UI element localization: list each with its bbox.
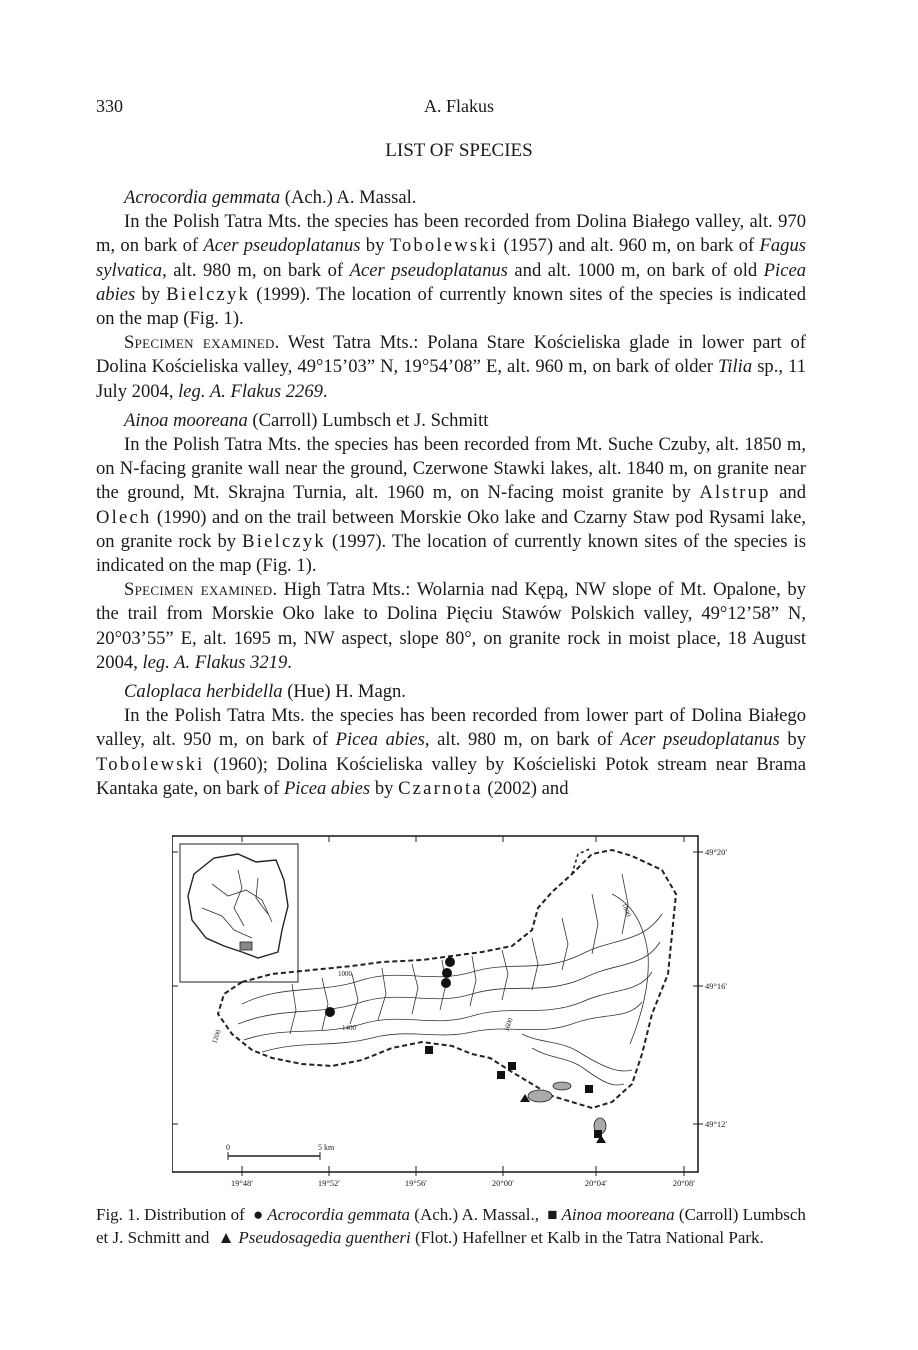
- text-run: by: [779, 729, 806, 751]
- specimen-label: Specimen examined: [124, 332, 275, 354]
- ainoa-square-marker: [425, 1046, 433, 1054]
- longitude-label: 20°04′: [584, 1178, 608, 1188]
- author: Tobolewski: [96, 753, 205, 775]
- species-heading: [96, 680, 806, 704]
- text-run: .: [322, 380, 328, 402]
- text-run: In the Polish Tatra Mts. the species has been recorded from Dolina Białego valley, alt. 970 m, on bark of: [96, 211, 806, 257]
- collector: leg. A. Flakus 2269: [178, 380, 323, 402]
- author: Olech: [96, 506, 152, 528]
- scale-zero-label: 0: [226, 1143, 230, 1152]
- taxon: Picea abies: [96, 259, 806, 305]
- species-records: [96, 704, 806, 801]
- caption-taxon: Pseudosagedia guentheri: [238, 1227, 411, 1247]
- latitude-label: 49°16′: [705, 981, 728, 991]
- contour-label: 1000: [338, 970, 352, 978]
- text-run: by: [370, 777, 399, 799]
- caption-authority: (Ach.) A. Massal.,: [410, 1205, 544, 1224]
- lakes: [528, 1082, 606, 1134]
- contour-label: 1800: [620, 901, 633, 918]
- taxon: Acer pseudoplatanus: [203, 235, 361, 257]
- inset-map-poland: [180, 844, 298, 982]
- text-run: (1997). The location of currently known sites of the species is indicated on the map (Fig. 1).: [96, 530, 806, 577]
- specimen-examined: [96, 331, 806, 404]
- text-run: . West Tatra Mts.: Polana Stare Kościeliska glade in lower part of Dolina Kościeliska valley, 49°15’03” N, 19°54’08” E, alt. 960 m, on bark of older: [96, 332, 806, 378]
- species-name: Acrocordia gemmata: [124, 187, 281, 208]
- ainoa-square-marker: [585, 1085, 593, 1093]
- text-run: and: [770, 482, 806, 504]
- longitude-label: 20°08′: [672, 1178, 696, 1188]
- border-segment: [572, 848, 592, 874]
- caption-taxon: Acrocordia gemmata: [267, 1205, 411, 1224]
- caption-authority: (Carroll) Lumbsch et J. Schmitt and: [96, 1205, 806, 1247]
- text-run: sp., 11 July 2004,: [96, 356, 806, 402]
- author: Alstrup: [699, 482, 771, 504]
- contour-label: 1400: [342, 1024, 356, 1032]
- text-run: In the Polish Tatra Mts. the species has been recorded from lower part of Dolina Białego valley, alt. 950 m, on bark of: [96, 705, 806, 751]
- longitude-labels: [231, 836, 695, 1188]
- collector: leg. A. Flakus 3219: [142, 651, 288, 673]
- longitude-label: 19°56′: [404, 1178, 428, 1188]
- species-authority: (Carroll) Lumbsch et J. Schmitt: [247, 409, 489, 431]
- page-number: 330: [96, 96, 123, 116]
- text-run: by: [360, 235, 390, 257]
- circle-symbol-icon: ●: [253, 1205, 264, 1224]
- author: Bielczyk: [166, 283, 250, 305]
- text-run: (1990) and on the trail between Morskie Oko lake and Czarny Staw pod Rysami lake, on granite rock by: [96, 506, 806, 552]
- taxon: Picea abies: [283, 777, 371, 799]
- text-run: , alt. 980 m, on bark of: [424, 729, 621, 751]
- running-head: A. Flakus: [423, 96, 494, 116]
- contour-label: 1200: [210, 1028, 223, 1045]
- acrocordia-circle-marker: [441, 978, 451, 988]
- species-list: [96, 186, 806, 801]
- ainoa-square-marker: [497, 1071, 505, 1079]
- longitude-label: 19°48′: [230, 1178, 254, 1188]
- text-run: (1999). The location of currently known sites of the species is indicated on the map (Fig. 1).: [96, 283, 806, 330]
- text-run: (1960); Dolina Kościeliska valley by Kościeliski Potok stream near Brama Kantaka gate, on bark of: [96, 753, 806, 799]
- text-run: (1957) and alt. 960 m, on bark of: [498, 235, 760, 257]
- caption-lead: Fig. 1. Distribution of: [96, 1205, 250, 1224]
- author: Tobolewski: [389, 235, 499, 257]
- specimen-label: Specimen examined: [124, 579, 273, 601]
- caption-taxon: Ainoa mooreana: [561, 1205, 675, 1224]
- species-records: [96, 210, 806, 331]
- taxon: Fagus sylvatica: [96, 235, 806, 281]
- acrocordia-circle-marker: [445, 957, 455, 967]
- species-records: [96, 433, 806, 578]
- species-authority: (Hue) H. Magn.: [282, 681, 406, 703]
- ainoa-square-marker: [508, 1062, 516, 1070]
- caption-authority: (Flot.) Hafellner et Kalb in the Tatra National Park.: [410, 1227, 764, 1247]
- species-heading: [96, 186, 806, 210]
- latitude-label: 49°12′: [705, 1119, 728, 1129]
- text-run: . High Tatra Mts.: Wolarnia nad Kępą, NW slope of Mt. Opalone, by the trail from Morskie Oko lake to Dolina Pięciu Stawów Polskich valley, 49°12’58” N, 20°03’55” E, alt. 1695 m, NW aspect, slope 80°, on granite rock in moist place, 18 August 2004,: [96, 579, 806, 673]
- species-authority: (Ach.) A. Massal.: [280, 187, 417, 208]
- acrocordia-circle-marker: [442, 968, 452, 978]
- species-name: Caloplaca herbidella: [124, 681, 283, 703]
- triangle-symbol-icon: ▲: [217, 1227, 235, 1247]
- section-title: LIST OF SPECIES: [385, 140, 533, 161]
- scale-distance-label: 5 km: [318, 1143, 335, 1152]
- taxon: Tilia: [718, 356, 753, 378]
- species-name: Ainoa mooreana: [124, 409, 248, 431]
- text-run: In the Polish Tatra Mts. the species has been recorded from Mt. Suche Czuby, alt. 1850 m, on N-facing granite wall near the ground, Czerwone Stawki lakes, alt. 1840 m, on granite near the ground, Mt. Skrajna Turnia, alt. 1960 m, on N-facing moist granite by: [96, 434, 806, 504]
- taxon: Acer pseudoplatanus: [349, 259, 508, 281]
- square-symbol-icon: ■: [547, 1205, 558, 1224]
- longitude-label: 20°00′: [491, 1178, 515, 1188]
- latitude-label: 49°20′: [705, 847, 728, 857]
- text-run: by: [135, 283, 167, 305]
- taxon: Picea abies: [335, 729, 425, 751]
- scale-bar: [226, 1143, 335, 1160]
- species-heading: [96, 409, 806, 433]
- author: Czarnota: [398, 777, 483, 799]
- text-run: .: [287, 651, 292, 673]
- acrocordia-circle-marker: [325, 1007, 335, 1017]
- text-run: (2002) and: [482, 777, 569, 799]
- longitude-label: 19°52′: [317, 1178, 341, 1188]
- contour-label: 1600: [502, 1016, 515, 1033]
- specimen-examined: [96, 578, 806, 675]
- taxon: Acer pseudoplatanus: [620, 729, 780, 751]
- distribution-map: [172, 834, 732, 1194]
- text-run: and alt. 1000 m, on bark of old: [507, 259, 764, 281]
- contour-lines: [238, 874, 662, 1085]
- author: Bielczyk: [242, 530, 326, 552]
- text-run: , alt. 980 m, on bark of: [162, 259, 350, 281]
- figure-caption: [96, 1204, 806, 1249]
